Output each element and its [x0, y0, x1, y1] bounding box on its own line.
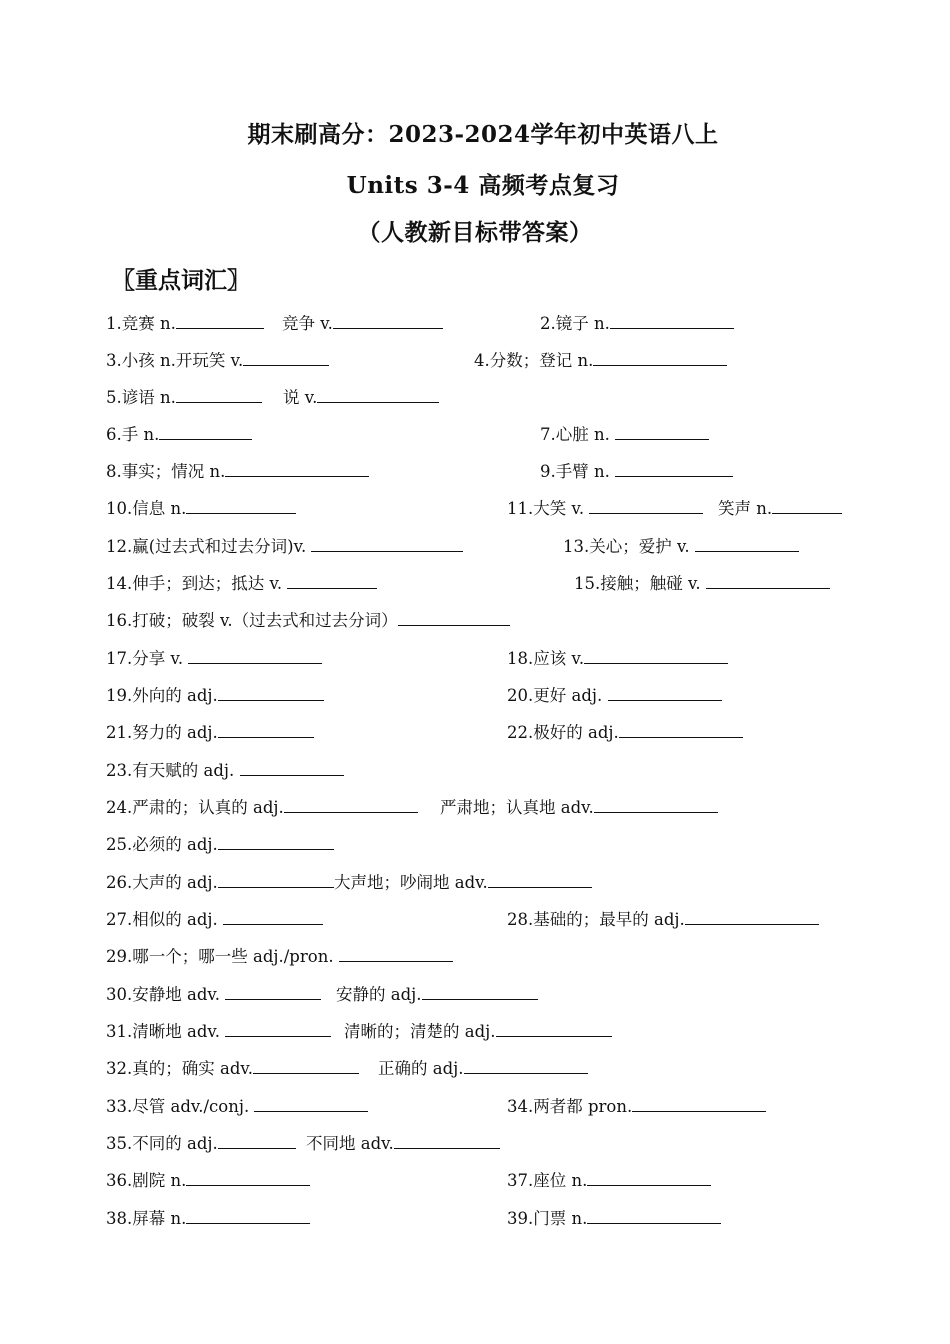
vocab-item — [282, 314, 443, 334]
answer-blank[interactable] — [615, 462, 733, 477]
answer-blank[interactable] — [287, 574, 377, 589]
answer-blank[interactable] — [589, 499, 703, 514]
answer-blank[interactable] — [176, 314, 264, 329]
answer-blank[interactable] — [593, 351, 727, 366]
vocab-prompt: 不同地 adv. — [306, 1134, 394, 1153]
vocab-prompt: 16.打破；破裂 v.（过去式和过去分词） — [106, 611, 398, 630]
vocab-item — [336, 985, 538, 1005]
vocab-item — [283, 388, 439, 408]
answer-blank[interactable] — [594, 798, 718, 813]
vocab-item — [507, 910, 819, 930]
vocab-item — [378, 1059, 588, 1079]
vocab-prompt: 17.分享 v. — [106, 649, 189, 668]
vocab-prompt: 8.事实；情况 n. — [106, 462, 226, 481]
vocab-prompt: 33.尽管 adv./conj. — [106, 1097, 255, 1116]
answer-blank[interactable] — [218, 873, 334, 888]
vocab-prompt: 10.信息 n. — [106, 499, 187, 518]
vocab-prompt: 35.不同的 adj. — [106, 1134, 218, 1153]
vocab-item — [106, 761, 344, 781]
vocab-prompt: 大声地；吵闹地 adv. — [334, 873, 488, 892]
vocab-item — [334, 873, 592, 893]
answer-blank[interactable] — [225, 1022, 331, 1037]
vocab-item — [106, 351, 329, 371]
vocab-item — [540, 425, 709, 445]
vocab-item — [106, 1059, 359, 1079]
vocab-item — [306, 1134, 500, 1154]
page-title-line3: （人教新目标带答案） — [357, 219, 593, 246]
vocab-item — [540, 462, 733, 482]
vocab-prompt: 5.谚语 n. — [106, 388, 176, 407]
vocab-item — [106, 1209, 310, 1229]
vocab-item — [106, 649, 322, 669]
answer-blank[interactable] — [610, 314, 734, 329]
vocab-prompt: 36.剧院 n. — [106, 1171, 187, 1190]
answer-blank[interactable] — [615, 425, 709, 440]
answer-blank[interactable] — [317, 388, 439, 403]
answer-blank[interactable] — [225, 462, 369, 477]
vocab-item — [106, 574, 377, 594]
vocab-prompt: 6.手 n. — [106, 425, 160, 444]
vocab-prompt: 正确的 adj. — [378, 1059, 464, 1078]
vocab-prompt: 12.赢(过去式和过去分词)v. — [106, 537, 312, 556]
answer-blank[interactable] — [464, 1059, 588, 1074]
answer-blank[interactable] — [422, 985, 538, 1000]
vocab-prompt: 7.心脏 n. — [540, 425, 616, 444]
vocab-item — [440, 798, 718, 818]
answer-blank[interactable] — [496, 1022, 612, 1037]
vocab-prompt: 15.接触；触碰 v. — [574, 574, 706, 593]
vocab-item — [507, 686, 722, 706]
vocab-item — [106, 1097, 368, 1117]
answer-blank[interactable] — [619, 723, 743, 738]
answer-blank[interactable] — [695, 537, 799, 552]
vocab-item — [563, 537, 799, 557]
answer-blank[interactable] — [254, 1097, 368, 1112]
vocab-prompt: 23.有天赋的 adj. — [106, 761, 240, 780]
answer-blank[interactable] — [587, 1209, 721, 1224]
vocab-item — [507, 723, 743, 743]
vocab-prompt: 3.小孩 n.开玩笑 v. — [106, 351, 244, 370]
vocab-item — [507, 1209, 721, 1229]
answer-blank[interactable] — [608, 686, 722, 701]
answer-blank[interactable] — [339, 947, 453, 962]
answer-blank[interactable] — [243, 351, 329, 366]
vocab-item — [540, 314, 734, 334]
page-title-line1: 期末刷高分：2023-2024学年初中英语八上 — [247, 121, 719, 148]
answer-blank[interactable] — [772, 499, 842, 514]
vocab-prompt: 25.必须的 adj. — [106, 835, 218, 854]
vocab-prompt: 28.基础的；最早的 adj. — [507, 910, 685, 929]
vocab-prompt: 20.更好 adj. — [507, 686, 608, 705]
vocab-prompt: 严肃地；认真地 adv. — [440, 798, 594, 817]
answer-blank[interactable] — [188, 649, 322, 664]
vocab-item — [507, 1171, 711, 1191]
vocab-prompt: 9.手臂 n. — [540, 462, 616, 481]
vocab-prompt: 32.真的；确实 adv. — [106, 1059, 253, 1078]
vocab-item — [106, 686, 324, 706]
answer-blank[interactable] — [394, 1134, 500, 1149]
vocab-item — [106, 388, 262, 408]
vocab-item — [507, 499, 703, 519]
answer-blank[interactable] — [223, 910, 323, 925]
vocab-prompt: 34.两者都 pron. — [507, 1097, 633, 1116]
vocab-item — [106, 499, 296, 519]
vocab-item — [106, 611, 510, 631]
answer-blank[interactable] — [685, 910, 819, 925]
vocab-prompt: 37.座位 n. — [507, 1171, 588, 1190]
vocab-prompt: 2.镜子 n. — [540, 314, 610, 333]
vocab-prompt: 29.哪一个；哪一些 adj./pron. — [106, 947, 339, 966]
answer-blank[interactable] — [186, 1171, 310, 1186]
vocab-item — [507, 1097, 766, 1117]
answer-blank[interactable] — [218, 723, 314, 738]
answer-blank[interactable] — [218, 686, 324, 701]
page-title-line2: Units 3-4 高频考点复习 — [346, 172, 620, 199]
vocab-prompt: 18.应该 v. — [507, 649, 585, 668]
vocab-prompt: 39.门票 n. — [507, 1209, 588, 1228]
vocab-prompt: 14.伸手；到达；抵达 v. — [106, 574, 288, 593]
answer-blank[interactable] — [240, 761, 344, 776]
vocab-item — [106, 947, 453, 967]
answer-blank[interactable] — [584, 649, 728, 664]
vocab-item — [106, 1022, 331, 1042]
vocab-item — [106, 425, 252, 445]
vocab-prompt: 24.严肃的；认真的 adj. — [106, 798, 284, 817]
vocab-prompt: 4.分数；登记 n. — [474, 351, 594, 370]
answer-blank[interactable] — [218, 835, 334, 850]
vocab-item — [106, 910, 323, 930]
vocab-item — [106, 985, 321, 1005]
answer-blank[interactable] — [398, 611, 510, 626]
answer-blank[interactable] — [311, 537, 463, 552]
answer-blank[interactable] — [176, 388, 262, 403]
vocab-prompt: 27.相似的 adj. — [106, 910, 223, 929]
vocab-item — [106, 462, 369, 482]
vocab-item — [474, 351, 727, 371]
vocab-item — [106, 873, 334, 893]
vocab-prompt: 21.努力的 adj. — [106, 723, 218, 742]
answer-blank[interactable] — [218, 1134, 296, 1149]
answer-blank[interactable] — [488, 873, 592, 888]
vocab-item — [106, 1171, 310, 1191]
vocab-item — [106, 723, 314, 743]
vocab-prompt: 38.屏幕 n. — [106, 1209, 187, 1228]
vocab-item — [106, 537, 463, 557]
answer-blank[interactable] — [333, 314, 443, 329]
answer-blank[interactable] — [225, 985, 321, 1000]
vocab-item — [574, 574, 830, 594]
answer-blank[interactable] — [587, 1171, 711, 1186]
vocab-item — [344, 1022, 612, 1042]
vocab-prompt: 30.安静地 adv. — [106, 985, 226, 1004]
vocab-prompt: 13.关心；爱护 v. — [563, 537, 695, 556]
vocab-prompt: 竞争 v. — [282, 314, 333, 333]
answer-blank[interactable] — [186, 1209, 310, 1224]
vocab-item — [507, 649, 728, 669]
vocab-item — [106, 798, 418, 818]
answer-blank[interactable] — [706, 574, 830, 589]
vocab-prompt: 11.大笑 v. — [507, 499, 590, 518]
answer-blank[interactable] — [159, 425, 252, 440]
answer-blank[interactable] — [284, 798, 418, 813]
vocab-prompt: 31.清晰地 adv. — [106, 1022, 226, 1041]
answer-blank[interactable] — [632, 1097, 766, 1112]
answer-blank[interactable] — [253, 1059, 359, 1074]
vocab-prompt: 清晰的；清楚的 adj. — [344, 1022, 496, 1041]
vocab-item — [106, 1134, 296, 1154]
vocab-prompt: 19.外向的 adj. — [106, 686, 218, 705]
vocab-item — [718, 499, 842, 519]
answer-blank[interactable] — [186, 499, 296, 514]
vocab-prompt: 26.大声的 adj. — [106, 873, 218, 892]
section-heading: 〖重点词汇〗 — [112, 267, 250, 294]
vocab-prompt: 1.竞赛 n. — [106, 314, 176, 333]
vocab-prompt: 22.极好的 adj. — [507, 723, 619, 742]
vocab-prompt: 笑声 n. — [718, 499, 773, 518]
vocab-prompt: 说 v. — [283, 388, 318, 407]
vocab-item — [106, 314, 264, 334]
vocab-prompt: 安静的 adj. — [336, 985, 422, 1004]
vocab-item — [106, 835, 334, 855]
